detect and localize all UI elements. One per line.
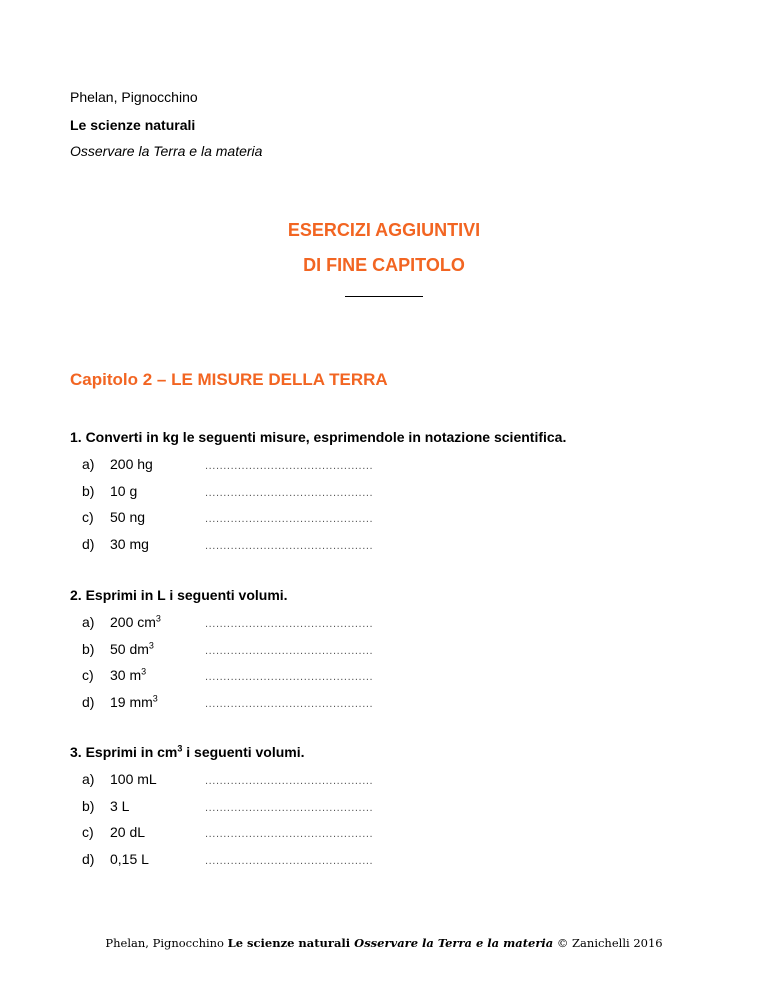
title-divider <box>345 296 423 297</box>
exercise-item <box>70 693 710 720</box>
item-letter: a) <box>82 771 95 787</box>
item-letter: b) <box>82 482 95 499</box>
main-title-line-1: ESERCIZI AGGIUNTIVI <box>287 220 481 240</box>
footer-authors: Phelan, Pignocchino <box>105 936 228 950</box>
answer-blank: .............................................. <box>205 671 374 683</box>
answer-blank: .............................................. <box>205 486 374 499</box>
item-letter: c) <box>82 824 94 840</box>
exercise-item <box>70 535 710 562</box>
exercise-item <box>70 613 710 640</box>
answer-blank: .............................................. <box>205 801 374 814</box>
exercise-title: 3. Esprimi in $cm^3$ i seguenti volumi. <box>70 743 305 760</box>
item-value: 50 $dm^3$ <box>110 639 154 657</box>
main-title-line-2: DI FINE CAPITOLO <box>303 255 465 275</box>
item-value: 20 dL <box>110 824 146 840</box>
item-value: 200 $cm^3$ <box>110 613 161 630</box>
item-letter: b) <box>82 640 95 657</box>
item-letter: a) <box>82 456 95 472</box>
item-value: 0,15 L <box>110 850 149 867</box>
answer-blank: .............................................. <box>205 539 374 552</box>
answer-blank: .............................................. <box>205 513 374 525</box>
answer-blank: .............................................. <box>205 775 374 787</box>
exercise-item <box>70 823 710 850</box>
exercise-2 <box>70 586 710 719</box>
exercise-title: 1. Converti in kg le seguenti misure, esprimendole in notazione scientifica. <box>70 429 567 445</box>
item-value: 30 mg <box>110 535 149 552</box>
item-value: 50 ng <box>110 509 146 525</box>
exercise-item <box>70 455 710 482</box>
item-value: 30 $m^3$ <box>110 666 147 683</box>
footer-copyright: © Zanichelli 2016 <box>553 936 663 950</box>
header-subtitle: Osservare la Terra e la materia <box>70 143 263 159</box>
item-letter: b) <box>82 797 95 814</box>
item-letter: d) <box>82 535 95 552</box>
exercise-3 <box>70 743 710 876</box>
exercise-item <box>70 797 710 824</box>
item-letter: c) <box>82 667 94 683</box>
exercise-item <box>70 640 710 667</box>
exercise-item <box>70 770 710 797</box>
footer-subtitle: Osservare la Terra e la materia <box>354 936 554 950</box>
answer-blank: .............................................. <box>205 618 374 630</box>
item-value: 19 $mm^3$ <box>110 692 158 710</box>
item-letter: d) <box>82 850 95 867</box>
item-letter: d) <box>82 693 95 710</box>
item-letter: a) <box>82 614 95 630</box>
header-authors: Phelan, Pignocchino <box>70 89 198 105</box>
exercise-item <box>70 508 710 535</box>
exercise-title: 2. Esprimi in L i seguenti volumi. <box>70 587 288 603</box>
item-value: 200 hg <box>110 456 153 472</box>
answer-blank: .............................................. <box>205 460 374 472</box>
item-value: 3 L <box>110 797 130 814</box>
answer-blank: .............................................. <box>205 697 374 710</box>
exercise-item <box>70 850 710 877</box>
answer-blank: .............................................. <box>205 644 374 657</box>
page-footer <box>0 935 768 951</box>
item-value: 10 g <box>110 482 138 499</box>
exercise-item <box>70 482 710 509</box>
header-book-title: Le scienze naturali <box>70 117 196 133</box>
item-value: 100 mL <box>110 771 157 787</box>
exercise-item <box>70 666 710 693</box>
footer-book-title: Le scienze naturali <box>227 936 355 950</box>
chapter-title: Capitolo 2 – LE MISURE DELLA TERRA <box>70 370 388 389</box>
answer-blank: .............................................. <box>205 854 374 867</box>
item-letter: c) <box>82 509 94 525</box>
answer-blank: .............................................. <box>205 828 374 840</box>
exercise-1 <box>70 428 710 561</box>
